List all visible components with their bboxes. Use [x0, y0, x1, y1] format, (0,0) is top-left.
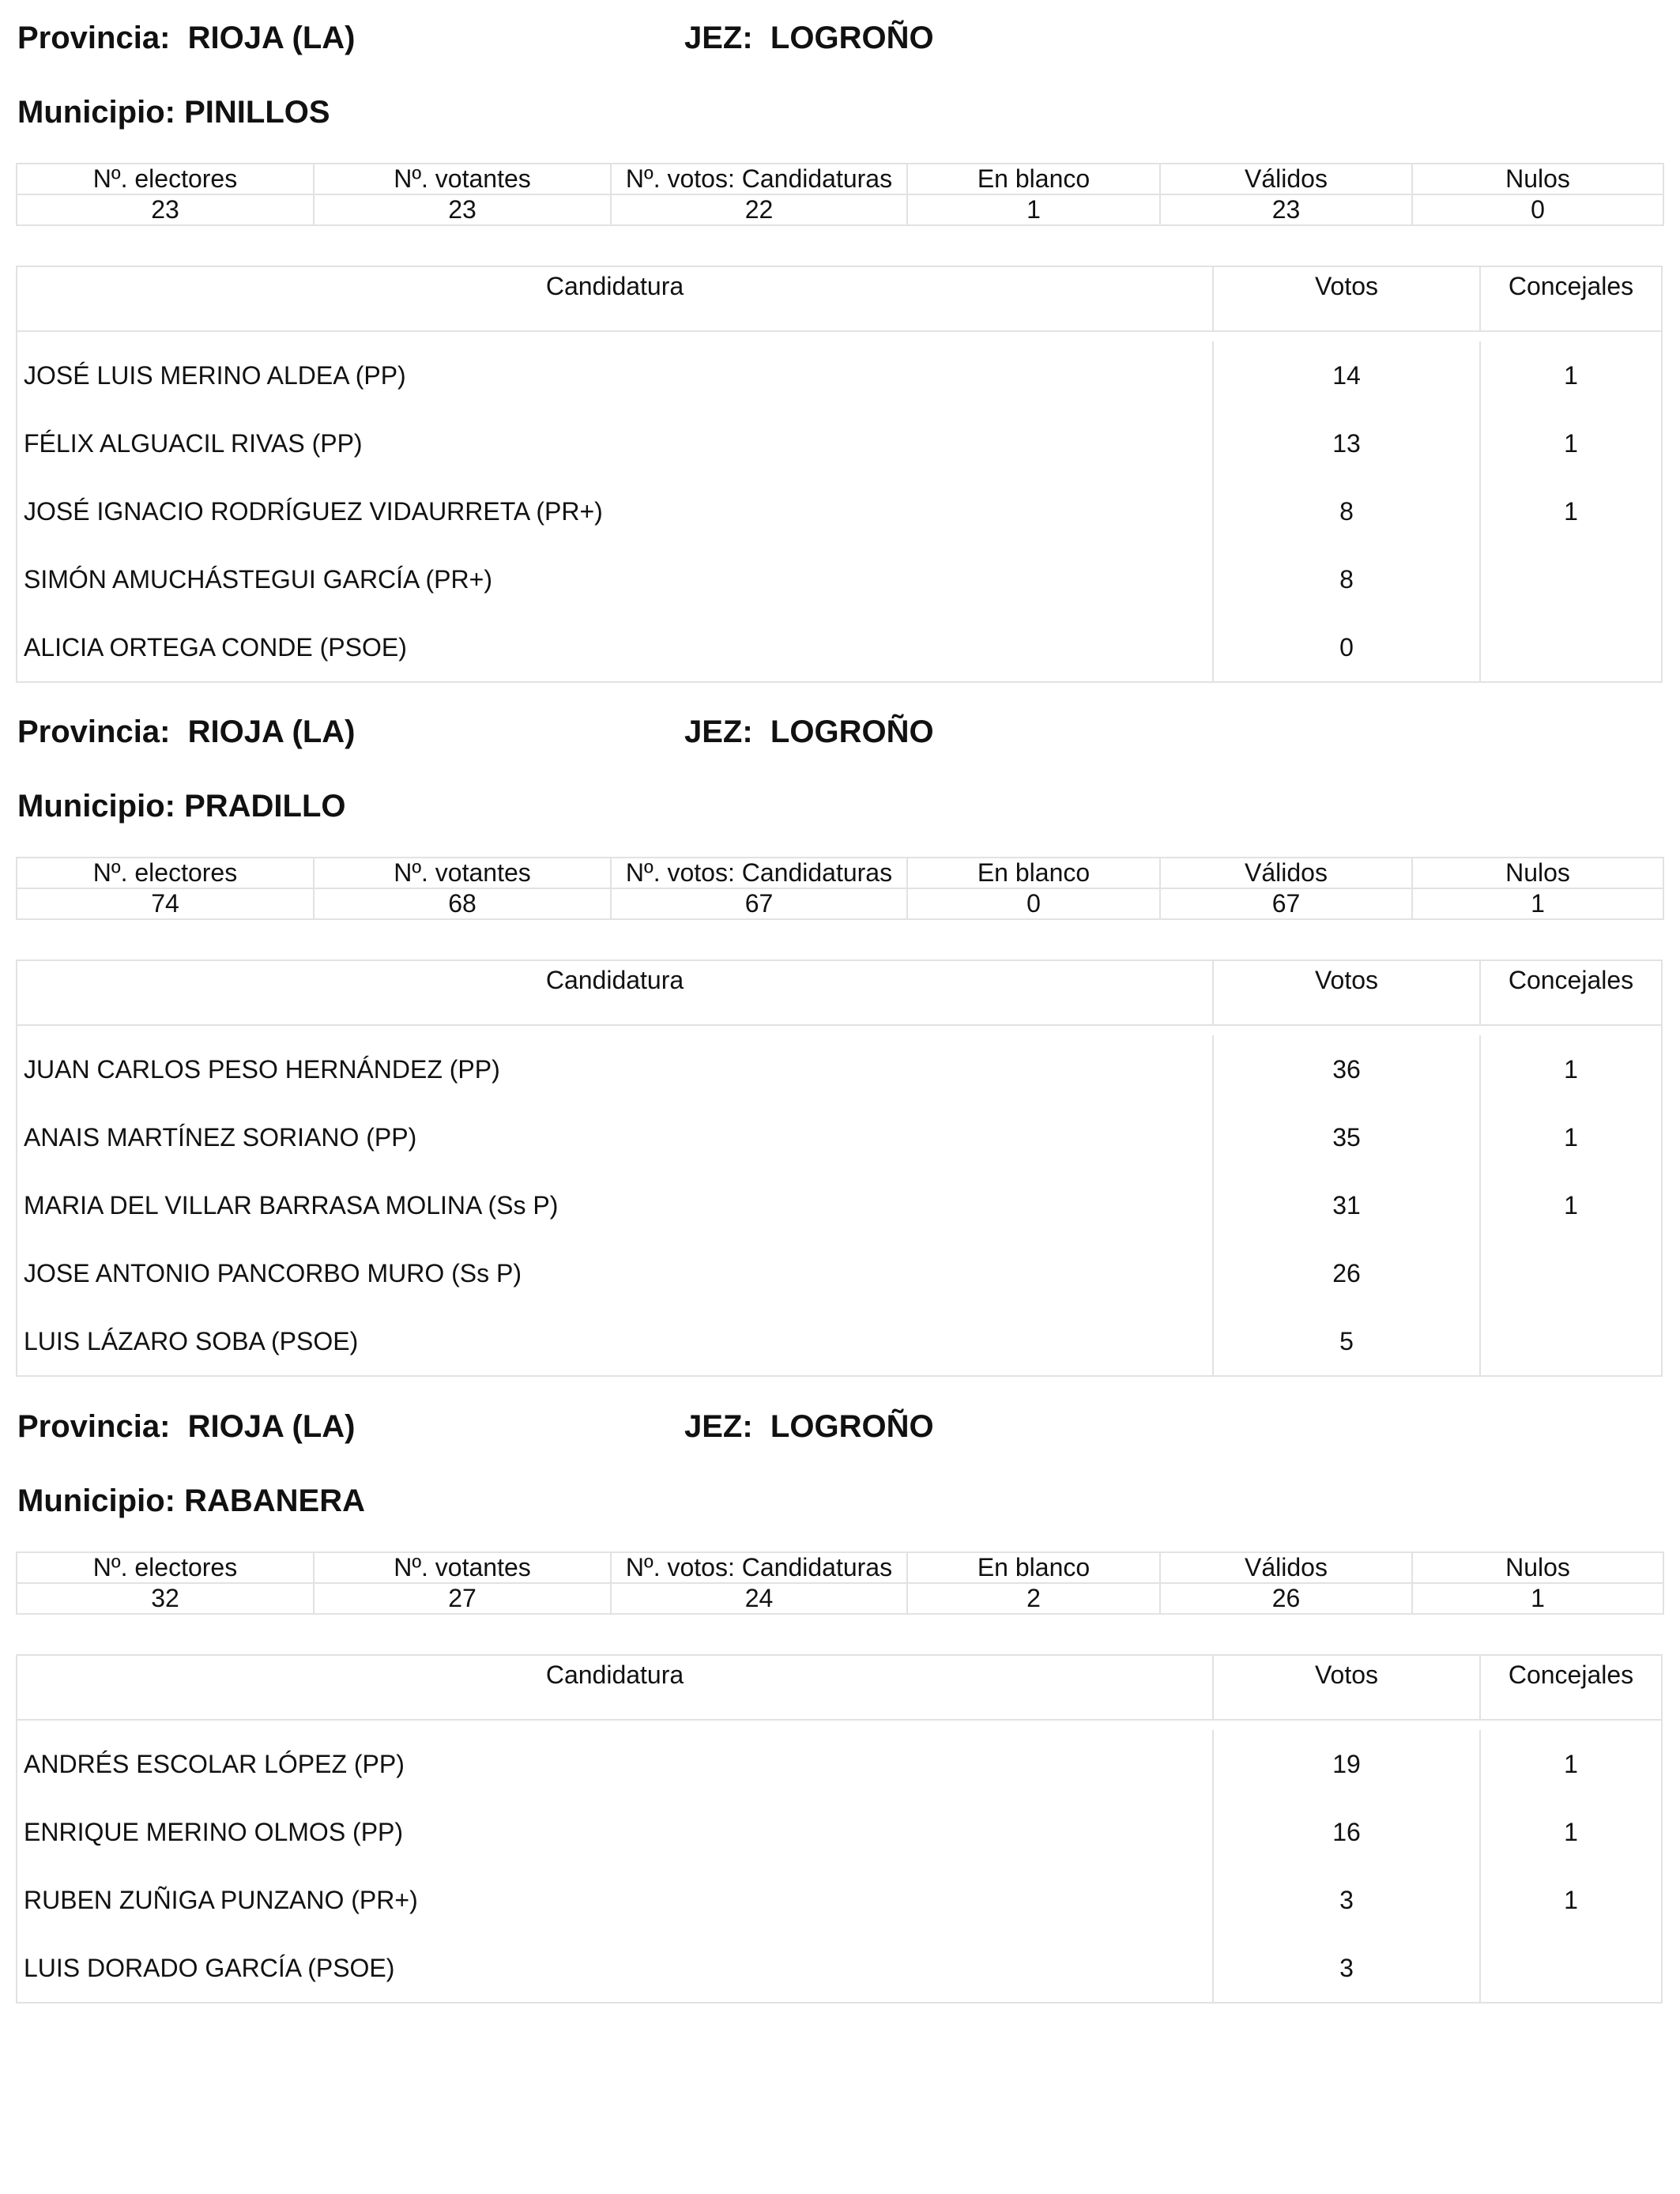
candidate-seats: [1481, 1307, 1661, 1375]
candidate-row: [17, 1239, 1661, 1307]
concejales-header: Concejales: [1508, 966, 1634, 994]
municipio-label: Municipio:: [17, 95, 175, 130]
summary-header-cell: Válidos: [1160, 1552, 1412, 1583]
summary-header-cell: Nº. votos: Candidaturas: [611, 1552, 907, 1583]
concejales-header: Concejales: [1508, 272, 1634, 300]
summary-value-cell: 1: [1412, 888, 1663, 919]
summary-value-cell: 32: [17, 1583, 314, 1614]
candidate-seats: [1481, 1934, 1661, 2002]
candidate-name: ANDRÉS ESCOLAR LÓPEZ (PP): [17, 1730, 1214, 1798]
jez-heading: [684, 1408, 934, 1446]
candidate-votes: 31: [1214, 1171, 1481, 1239]
summary-value-cell: 22: [611, 194, 907, 225]
candidates-header-row: [17, 267, 1661, 332]
summary-header-cell: Nº. electores: [17, 164, 314, 194]
summary-value-row: [17, 1583, 1663, 1614]
candidate-row: [17, 1307, 1661, 1375]
candidate-name: JOSÉ LUIS MERINO ALDEA (PP): [17, 341, 1214, 409]
candidate-seats: [1481, 613, 1661, 681]
jez-heading: [684, 713, 934, 751]
summary-header-cell: Nº. electores: [17, 1552, 314, 1583]
municipio-heading: [17, 787, 346, 825]
candidate-votes: 13: [1214, 409, 1481, 477]
candidate-votes: 16: [1214, 1798, 1481, 1866]
candidates-header-row: [17, 961, 1661, 1026]
summary-value-cell: 0: [907, 888, 1160, 919]
candidate-seats: 1: [1564, 1750, 1578, 1778]
summary-header-cell: En blanco: [907, 164, 1160, 194]
candidate-seats: 1: [1564, 429, 1578, 458]
concejales-header: Concejales: [1508, 1661, 1634, 1689]
summary-header-cell: Nº. electores: [17, 858, 314, 888]
summary-value-cell: 24: [611, 1583, 907, 1614]
candidate-votes: 0: [1214, 613, 1481, 681]
summary-header-cell: Nulos: [1412, 164, 1663, 194]
candidate-seats: [1481, 1239, 1661, 1307]
summary-header-cell: Nº. votantes: [314, 858, 611, 888]
summary-header-row: [17, 1552, 1663, 1583]
candidates-table: [16, 266, 1663, 683]
summary-value-cell: 23: [1160, 194, 1412, 225]
municipio-value: PRADILLO: [184, 789, 346, 824]
summary-table: [16, 1551, 1664, 1615]
candidate-votes: 5: [1214, 1307, 1481, 1375]
candidate-row: [17, 1798, 1661, 1866]
candidate-seats: 1: [1564, 361, 1578, 390]
candidate-seats: 1: [1564, 1886, 1578, 1914]
candidate-name: JOSÉ IGNACIO RODRÍGUEZ VIDAURRETA (PR+): [17, 477, 1214, 545]
summary-value-cell: 26: [1160, 1583, 1412, 1614]
candidate-row: [17, 545, 1661, 613]
summary-value-cell: 27: [314, 1583, 611, 1614]
provincia-heading: [17, 1408, 355, 1446]
candidate-votes: 3: [1214, 1866, 1481, 1934]
jez-value: LOGROÑO: [770, 1409, 934, 1444]
summary-header-cell: Válidos: [1160, 164, 1412, 194]
candidate-name: ANAIS MARTÍNEZ SORIANO (PP): [17, 1103, 1214, 1171]
provincia-value: RIOJA (LA): [187, 21, 356, 55]
candidates-table: [16, 1654, 1663, 2004]
summary-header-cell: Válidos: [1160, 858, 1412, 888]
candidate-seats: 1: [1564, 1123, 1578, 1152]
votos-header: Votos: [1214, 961, 1481, 1024]
candidate-seats: [1481, 545, 1661, 613]
summary-value-cell: 1: [907, 194, 1160, 225]
summary-header-cell: Nulos: [1412, 1552, 1663, 1583]
provincia-value: RIOJA (LA): [187, 714, 356, 749]
summary-header-cell: Nº. votantes: [314, 1552, 611, 1583]
candidate-seats: 1: [1564, 1191, 1578, 1220]
summary-header-row: [17, 858, 1663, 888]
candidate-name: ENRIQUE MERINO OLMOS (PP): [17, 1798, 1214, 1866]
candidate-votes: 8: [1214, 477, 1481, 545]
candidate-votes: 26: [1214, 1239, 1481, 1307]
candidate-votes: 19: [1214, 1730, 1481, 1798]
candidate-row: [17, 477, 1661, 545]
provincia-heading: [17, 19, 355, 57]
summary-value-row: [17, 888, 1663, 919]
candidate-votes: 8: [1214, 545, 1481, 613]
municipio-value: PINILLOS: [184, 95, 330, 130]
summary-value-cell: 1: [1412, 1583, 1663, 1614]
summary-header-row: [17, 164, 1663, 194]
municipio-value: RABANERA: [184, 1483, 365, 1518]
candidate-votes: 35: [1214, 1103, 1481, 1171]
candidate-seats: 1: [1564, 497, 1578, 526]
summary-header-cell: Nº. votantes: [314, 164, 611, 194]
summary-value-cell: 23: [314, 194, 611, 225]
jez-label: JEZ:: [684, 21, 753, 55]
provincia-heading: [17, 713, 355, 751]
summary-value-row: [17, 194, 1663, 225]
votos-header: Votos: [1214, 267, 1481, 330]
candidates-body: [17, 1026, 1661, 1375]
jez-label: JEZ:: [684, 714, 753, 749]
candidates-body: [17, 1721, 1661, 2002]
summary-value-cell: 68: [314, 888, 611, 919]
candidate-name: SIMÓN AMUCHÁSTEGUI GARCÍA (PR+): [17, 545, 1214, 613]
candidate-row: [17, 1934, 1661, 2002]
candidate-seats: 1: [1564, 1818, 1578, 1846]
summary-header-cell: En blanco: [907, 1552, 1160, 1583]
summary-header-cell: Nº. votos: Candidaturas: [611, 164, 907, 194]
municipio-heading: [17, 1482, 365, 1520]
summary-table: [16, 163, 1664, 226]
summary-header-cell: En blanco: [907, 858, 1160, 888]
candidatura-header: Candidatura: [17, 267, 1214, 330]
provincia-label: Provincia:: [17, 21, 171, 55]
jez-label: JEZ:: [684, 1409, 753, 1444]
candidate-name: RUBEN ZUÑIGA PUNZANO (PR+): [17, 1866, 1214, 1934]
candidate-name: FÉLIX ALGUACIL RIVAS (PP): [17, 409, 1214, 477]
candidate-name: JOSE ANTONIO PANCORBO MURO (Ss P): [17, 1239, 1214, 1307]
candidatura-header: Candidatura: [17, 961, 1214, 1024]
provincia-label: Provincia:: [17, 1409, 171, 1444]
summary-value-cell: 2: [907, 1583, 1160, 1614]
municipio-label: Municipio:: [17, 1483, 175, 1518]
votos-header: Votos: [1214, 1656, 1481, 1719]
provincia-label: Provincia:: [17, 714, 171, 749]
candidate-row: [17, 409, 1661, 477]
candidate-row: [17, 1866, 1661, 1934]
summary-value-cell: 0: [1412, 194, 1663, 225]
summary-header-cell: Nº. votos: Candidaturas: [611, 858, 907, 888]
summary-header-cell: Nulos: [1412, 858, 1663, 888]
summary-value-cell: 74: [17, 888, 314, 919]
candidate-name: JUAN CARLOS PESO HERNÁNDEZ (PP): [17, 1035, 1214, 1103]
candidates-header-row: [17, 1656, 1661, 1721]
candidate-row: [17, 1026, 1661, 1103]
candidate-votes: 36: [1214, 1035, 1481, 1103]
candidates-table: [16, 959, 1663, 1377]
summary-table: [16, 857, 1664, 920]
municipio-heading: [17, 93, 330, 131]
candidate-name: MARIA DEL VILLAR BARRASA MOLINA (Ss P): [17, 1171, 1214, 1239]
candidate-votes: 14: [1214, 341, 1481, 409]
candidate-row: [17, 332, 1661, 409]
candidates-body: [17, 332, 1661, 681]
candidate-row: [17, 1171, 1661, 1239]
candidate-row: [17, 1103, 1661, 1171]
jez-value: LOGROÑO: [770, 21, 934, 55]
candidate-row: [17, 1721, 1661, 1798]
candidate-row: [17, 613, 1661, 681]
summary-value-cell: 67: [1160, 888, 1412, 919]
summary-value-cell: 23: [17, 194, 314, 225]
candidate-name: LUIS LÁZARO SOBA (PSOE): [17, 1307, 1214, 1375]
candidate-name: ALICIA ORTEGA CONDE (PSOE): [17, 613, 1214, 681]
candidate-name: LUIS DORADO GARCÍA (PSOE): [17, 1934, 1214, 2002]
candidatura-header: Candidatura: [17, 1656, 1214, 1719]
provincia-value: RIOJA (LA): [187, 1409, 356, 1444]
candidate-votes: 3: [1214, 1934, 1481, 2002]
jez-heading: [684, 19, 934, 57]
municipio-label: Municipio:: [17, 789, 175, 824]
candidate-seats: 1: [1564, 1055, 1578, 1084]
jez-value: LOGROÑO: [770, 714, 934, 749]
summary-value-cell: 67: [611, 888, 907, 919]
